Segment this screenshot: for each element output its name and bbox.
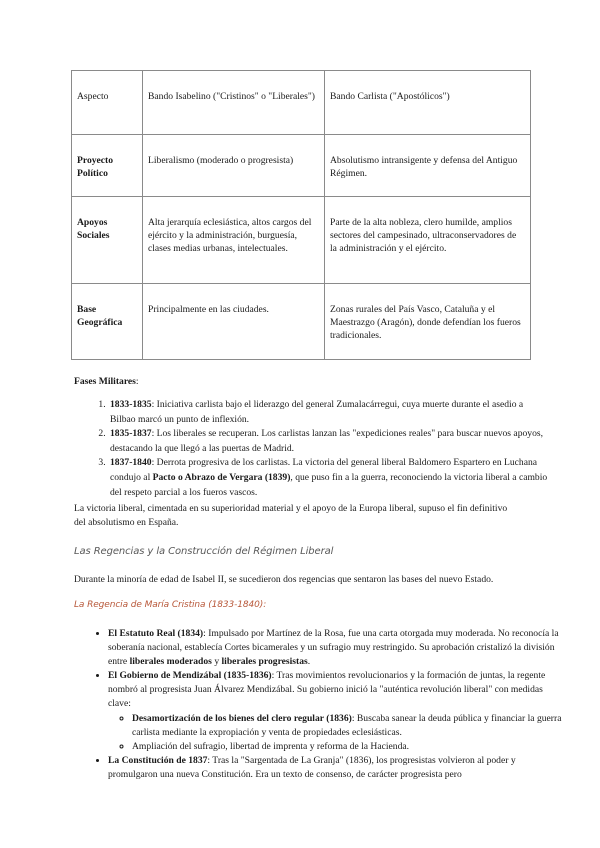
conclusion-paragraph: La victoria liberal, cimentada en su superioridad material y el apoyo de la Europa liberal, supuso el fin definitivo del absolutismo en España. xyxy=(74,503,508,529)
section-heading: Las Regencias y la Construcción del Régimen Liberal xyxy=(74,546,334,557)
list-item xyxy=(108,669,564,754)
table-row xyxy=(72,197,531,284)
list-item xyxy=(108,754,564,782)
estatuto-title: El Estatuto Real (1834) xyxy=(108,628,204,639)
regencia-list xyxy=(74,627,564,782)
fases-list xyxy=(74,398,548,500)
header-carlista: Bando Carlista ("Apostólicos") xyxy=(325,71,531,135)
header-isabelino: Bando Isabelino ("Cristinos" o "Liberales") xyxy=(143,71,325,135)
constitucion-title: La Constitución de 1837 xyxy=(108,754,208,766)
fase-text: : Iniciativa carlista bajo el liderazgo del general Zumalacárregui, cuya muerte durante el asedio a Bilbao marcó un punto de inflexión. xyxy=(110,399,524,425)
list-item xyxy=(108,398,548,427)
cell-isabelino: Principalmente en las ciudades. xyxy=(143,284,325,360)
list-item xyxy=(108,456,548,500)
fase-text: : Derrota progresiva de los carlistas. La victoria del general liberal Baldomero Espartero en Luchana condujo al xyxy=(110,457,538,483)
table-row xyxy=(72,135,531,197)
fases-colon: : xyxy=(135,376,139,387)
intro-paragraph: Durante la minoría de edad de Isabel II, se sucedieron dos regencias que sentaron las bases del nuevo Estado. xyxy=(74,574,494,585)
estatuto-text: : Impulsado por Martínez de la Rosa, fue una carta otorgada muy moderada. No reconocía la soberanía nacional, establecía Cortes bicamerales y un sufragio muy restringido. Su aprobación cristalizó la división entre xyxy=(108,628,559,668)
mendizabal-text: : Tras movimientos revolucionarios y la formación de juntas, la regente nombró al progresista Juan Álvarez Mendizábal. Su gobierno inició la "auténtica revolución liberal" con medidas clave: xyxy=(108,670,546,710)
table-header-row xyxy=(72,71,531,135)
ampliacion-text: Ampliación del sufragio, libertad de imprenta y reforma de la Hacienda. xyxy=(132,740,410,752)
desamortizacion-title: Desamortización de los bienes del clero regular (1836) xyxy=(132,712,352,724)
moderados-label: liberales moderados xyxy=(129,656,212,668)
table-row xyxy=(72,284,531,360)
mendizabal-title: El Gobierno de Mendizábal (1835-1836) xyxy=(108,670,272,682)
row-label: Proyecto Político xyxy=(72,135,143,197)
comparison-table xyxy=(71,70,531,360)
fase-years: 1837-1840 xyxy=(110,457,152,469)
list-item xyxy=(132,712,564,740)
fases-title: Fases Militares xyxy=(74,376,136,387)
fase-text: : Los liberales se recuperan. Los carlistas lanzan las "expediciones reales" para buscar nuevos apoyos, destacando la que llegó a las puertas de Madrid. xyxy=(110,428,544,454)
list-item xyxy=(108,627,564,669)
constitucion-text: : Tras la "Sargentada de La Granja" (1836), los progresistas volvieron al poder y promulgaron una nueva Constitución. Era un texto de consenso, de carácter progresista pero xyxy=(108,754,516,780)
fase-text-end: , que puso fin a la guerra, reconociendo la victoria liberal a cambio del respeto parcial a los fueros vascos. xyxy=(110,471,548,498)
progresistas-label: liberales progresistas xyxy=(221,656,308,668)
estatuto-end: . xyxy=(307,656,311,668)
cell-carlista: Absolutismo intransigente y defensa del Antiguo Régimen. xyxy=(325,135,531,197)
subsection-heading: La Regencia de María Cristina (1833-1840): xyxy=(74,600,267,610)
cell-carlista: Zonas rurales del País Vasco, Cataluña y el Maestrazgo (Aragón), donde defendían los fueros tradicionales. xyxy=(325,284,531,360)
row-label: Base Geográfica xyxy=(72,284,143,360)
pacto-vergara: Pacto o Abrazo de Vergara (1839) xyxy=(152,471,291,483)
fase-years: 1835-1837 xyxy=(110,428,152,440)
cell-isabelino: Liberalismo (moderado o progresista) xyxy=(143,135,325,197)
fases-heading xyxy=(74,375,139,389)
cell-carlista: Parte de la alta nobleza, clero humilde, amplios sectores del campesinado, ultraconservadores de la administración y el ejército. xyxy=(325,197,531,284)
list-item xyxy=(132,740,564,754)
desamortizacion-text: : Buscaba sanear la deuda pública y financiar la guerra carlista mediante la expropiación y venta de propiedades eclesiásticas. xyxy=(132,712,562,738)
cell-isabelino: Alta jerarquía eclesiástica, altos cargos del ejército y la administración, burguesía, clases medias urbanas, intelectuales. xyxy=(143,197,325,284)
fase-years: 1833-1835 xyxy=(110,399,152,410)
estatuto-joiner: y xyxy=(211,656,222,668)
header-aspecto: Aspecto xyxy=(72,71,143,135)
mendizabal-sublist xyxy=(108,712,564,754)
list-item xyxy=(108,427,548,456)
row-label: Apoyos Sociales xyxy=(72,197,143,284)
